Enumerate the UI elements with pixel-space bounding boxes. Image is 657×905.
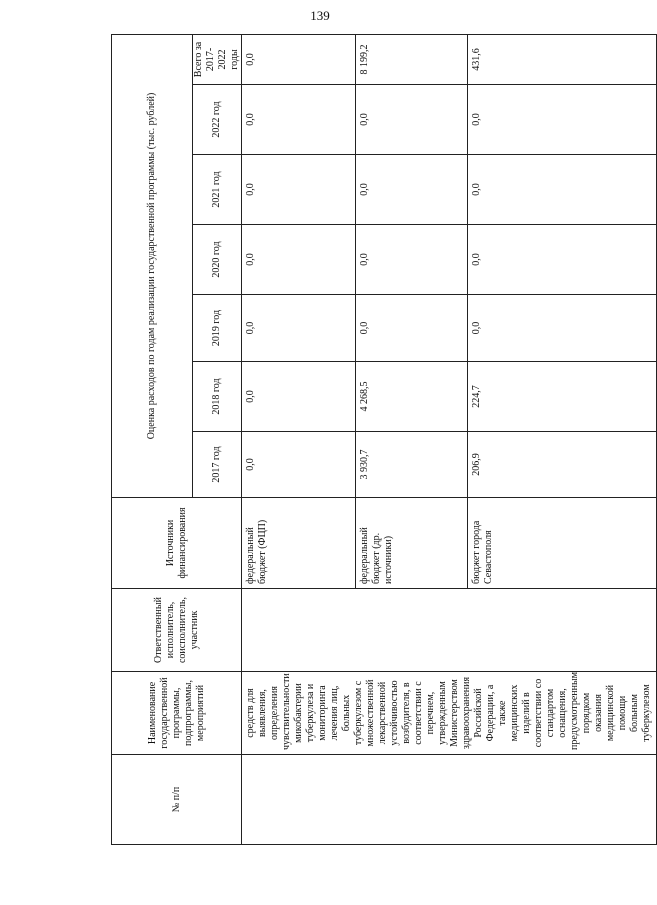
value-cell: 0,0 [467, 85, 656, 155]
source-cell: бюджет города Севастополя [467, 498, 656, 589]
value-cell: 0,0 [242, 85, 356, 155]
value-cell: 4 268,5 [355, 362, 467, 432]
measure-description: средств для выявления, определения чувствительности микобактерии туберкулеза и мониторинга лечения лиц, больных туберкулезом с множественной лекарственной устойчивостью возбудителя, в соответствии с перечнем, утвержденным Министерством здравоохранения Российской Федерации, а также медицинских изделий в соответствии со стандартом оснащения, предусмотренным порядком оказания медицинской помощи больным туберкулезом [242, 672, 657, 755]
row-number-cell [242, 755, 657, 845]
header-year: 2022 год [193, 85, 242, 155]
header-year: 2021 год [193, 155, 242, 225]
value-cell: 0,0 [355, 295, 467, 362]
rotated-table-wrapper [111, 35, 652, 845]
header-num: № п/п [112, 755, 242, 845]
value-cell: 3 930,7 [355, 432, 467, 498]
value-cell: 0,0 [242, 362, 356, 432]
header-year: 2018 год [193, 362, 242, 432]
source-cell: федеральный бюджет (ФЦП) [242, 498, 356, 589]
value-cell: 0,0 [355, 85, 467, 155]
header-year: 2020 год [193, 225, 242, 295]
header-year: 2017 год [193, 432, 242, 498]
total-cell: 431,6 [467, 34, 656, 84]
value-cell: 224,7 [467, 362, 656, 432]
value-cell: 0,0 [242, 225, 356, 295]
total-cell: 8 199,2 [355, 34, 467, 84]
value-cell: 0,0 [242, 432, 356, 498]
value-cell: 0,0 [242, 155, 356, 225]
source-cell: федеральный бюджет (др. источники) [355, 498, 467, 589]
value-cell: 206,9 [467, 432, 656, 498]
page-number: 139 [310, 8, 330, 23]
financing-table [111, 34, 657, 845]
value-cell: 0,0 [467, 155, 656, 225]
header-name: Наименование государственной программы, подпрограммы, мероприятий [112, 672, 242, 755]
value-cell: 0,0 [355, 225, 467, 295]
value-cell: 0,0 [242, 295, 356, 362]
header-executor: Ответственный исполнитель, соисполнитель, участник [112, 589, 242, 672]
value-cell: 0,0 [467, 225, 656, 295]
header-total: Всего за 2017-2022 годы [193, 34, 242, 84]
value-cell: 0,0 [355, 155, 467, 225]
header-source: Источники финансирования [112, 498, 242, 589]
header-estimate: Оценка расходов по годам реализации государственной программы (тыс. рублей) [112, 34, 193, 497]
header-year: 2019 год [193, 295, 242, 362]
value-cell: 0,0 [467, 295, 656, 362]
total-cell: 0,0 [242, 34, 356, 84]
executor-cell [242, 589, 657, 672]
